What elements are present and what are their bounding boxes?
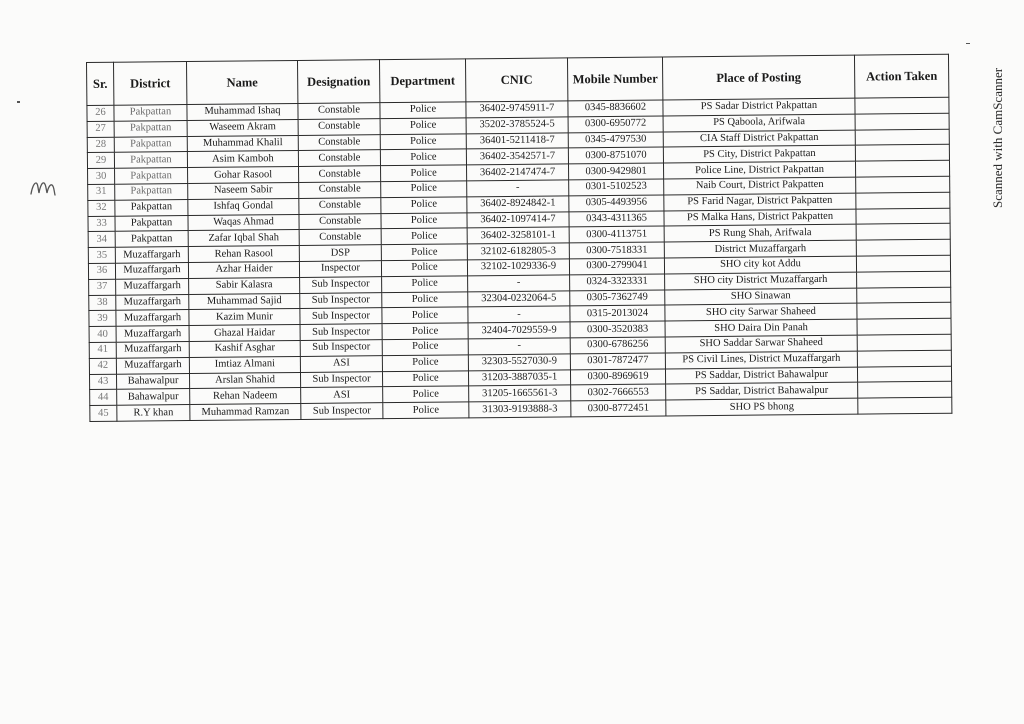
roster-table-wrapper [86,54,951,422]
cell-place-of-posting: PS Rung Shah, Arifwala [664,224,856,242]
cell-place-of-posting: Naib Court, District Pakpatten [664,177,856,195]
cell-designation: ASI [300,355,382,372]
cell-action-taken [856,255,950,272]
cell-district: Muzaffargarh [116,357,189,373]
cell-mobile-number: 0300-8772451 [571,400,666,417]
cell-cnic: 36402-9745911-7 [466,101,568,118]
cell-department: Police [381,197,467,214]
cell-sr: 43 [89,374,116,390]
cell-sr: 31 [88,184,115,200]
cell-action-taken [857,271,951,288]
cell-place-of-posting: SHO city Sarwar Shaheed [665,303,857,321]
cell-action-taken [855,160,949,177]
cell-cnic: 31303-9193888-3 [469,401,571,418]
header-place-of-posting: Place of Posting [662,55,854,100]
cell-department: Police [383,386,469,403]
cell-name: Muhammad Ishaq [187,103,298,120]
cell-sr: 29 [87,153,114,169]
cell-district: Pakpattan [115,231,188,247]
cell-mobile-number: 0305-4493956 [569,195,664,212]
cell-name: Gohar Rasool [188,167,299,184]
personnel-roster-table [86,54,952,422]
cell-designation: Sub Inspector [300,324,382,341]
cell-name: Ghazal Haidar [189,325,300,342]
cell-cnic: 36402-3542571-7 [466,148,568,165]
cell-sr: 27 [87,121,114,137]
cell-district: Pakpattan [114,120,187,136]
cell-place-of-posting: PS Farid Nagar, District Pakpatten [664,193,856,211]
margin-note-m [28,174,58,198]
cell-district: Pakpattan [115,215,188,231]
cell-designation: Sub Inspector [300,276,382,293]
cell-sr: 30 [88,168,115,184]
cell-mobile-number: 0300-6786256 [570,337,665,354]
cell-department: Police [382,291,468,308]
cell-mobile-number: 0301-5102523 [569,179,664,196]
cell-name: Asim Kamboh [187,151,298,168]
cell-department: Police [382,370,468,387]
cell-cnic: 36402-1097414-7 [467,211,569,228]
cell-action-taken [857,303,951,320]
cell-place-of-posting: Police Line, District Pakpattan [663,161,855,179]
cell-sr: 34 [88,232,115,248]
scan-speck [966,43,970,44]
cell-sr: 28 [87,137,114,153]
cell-district: Muzaffargarh [116,294,189,310]
cell-cnic: 31205-1665561-3 [469,385,571,402]
cell-department: Police [381,244,467,261]
cell-district: Muzaffargarh [116,278,189,294]
cell-place-of-posting: SHO Saddar Sarwar Shaheed [665,335,857,353]
cell-designation: Constable [298,118,380,135]
cell-name: Waseem Akram [187,119,298,136]
cell-designation: Constable [299,229,381,246]
cell-district: Muzaffargarh [116,341,189,357]
header-cnic: CNIC [465,58,567,102]
cell-name: Kazim Munir [189,309,300,326]
cell-action-taken [857,350,951,367]
cell-name: Sabir Kalasra [189,277,300,294]
cell-designation: Sub Inspector [300,292,382,309]
cell-name: Kashif Asghar [189,340,300,357]
cell-cnic: - [468,306,570,323]
cell-district: R.Y khan [117,405,190,421]
cell-action-taken [855,97,949,114]
cell-name: Rehan Rasool [188,246,299,263]
cell-action-taken [856,224,950,241]
camscanner-watermark: Scanned with CamScanner [990,67,1005,208]
cell-mobile-number: 0324-3323331 [570,274,665,291]
cell-action-taken [856,192,950,209]
cell-name: Muhammad Sajid [189,293,300,310]
header-designation: Designation [297,60,379,104]
cell-mobile-number: 0343-4311365 [569,211,664,228]
cell-designation: Sub Inspector [300,371,382,388]
cell-sr: 33 [88,216,115,232]
header-district: District [114,62,187,106]
cell-action-taken [856,239,950,256]
cell-department: Police [381,228,467,245]
cell-district: Pakpattan [115,168,188,184]
cell-department: Police [381,260,467,277]
cell-designation: Constable [298,103,380,120]
cell-place-of-posting: PS Saddar, District Bahawalpur [665,367,857,385]
cell-mobile-number: 0302-7666553 [571,384,666,401]
cell-name: Muhammad Khalil [187,135,298,152]
cell-designation: DSP [299,245,381,262]
cell-place-of-posting: CIA Staff District Pakpattan [663,130,855,148]
cell-designation: Constable [299,213,381,230]
cell-mobile-number: 0300-4113751 [569,226,664,243]
cell-district: Bahawalpur [116,373,189,389]
cell-name: Azhar Haider [188,261,299,278]
cell-cnic: 36401-5211418-7 [466,132,568,149]
cell-district: Bahawalpur [117,389,190,405]
cell-designation: Constable [299,197,381,214]
header-mobile-number: Mobile Number [567,57,662,101]
cell-action-taken [856,208,950,225]
cell-district: Muzaffargarh [115,247,188,263]
cell-action-taken [855,145,949,162]
cell-designation: Constable [298,134,380,151]
cell-department: Police [380,118,466,135]
cell-department: Police [380,149,466,166]
cell-mobile-number: 0300-8751070 [568,147,663,164]
cell-name: Ishfaq Gondal [188,198,299,215]
cell-designation: Sub Inspector [300,308,382,325]
cell-department: Police [382,355,468,372]
cell-department: Police [382,339,468,356]
scan-speck [17,101,20,103]
cell-department: Police [381,165,467,182]
cell-district: Muzaffargarh [116,326,189,342]
cell-designation: ASI [301,387,383,404]
header-sr: Sr. [87,62,114,105]
cell-name: Waqas Ahmad [188,214,299,231]
cell-designation: Sub Inspector [301,403,383,420]
cell-department: Police [382,307,468,324]
cell-sr: 40 [89,326,116,342]
cell-mobile-number: 0345-4797530 [568,132,663,149]
cell-designation: Constable [299,182,381,199]
cell-mobile-number: 0300-7518331 [569,242,664,259]
cell-action-taken [858,397,952,414]
cell-mobile-number: 0345-8836602 [568,100,663,117]
table-body [87,97,952,421]
cell-designation: Constable [299,166,381,183]
cell-mobile-number: 0300-9429801 [569,163,664,180]
cell-place-of-posting: SHO PS bhong [666,398,858,416]
cell-name: Rehan Nadeem [190,388,301,405]
cell-cnic: 35202-3785524-5 [466,117,568,134]
cell-name: Arslan Shahid [189,372,300,389]
cell-mobile-number: 0300-6950772 [568,116,663,133]
cell-place-of-posting: PS City, District Pakpattan [663,146,855,164]
cell-action-taken [856,176,950,193]
cell-place-of-posting: SHO city District Muzaffargarh [665,272,857,290]
cell-cnic: 32303-5527030-9 [468,354,570,371]
cell-district: Pakpattan [115,184,188,200]
cell-district: Pakpattan [115,199,188,215]
cell-district: Muzaffargarh [116,310,189,326]
cell-cnic: 36402-2147474-7 [467,164,569,181]
cell-cnic: 36402-8924842-1 [467,196,569,213]
cell-name: Imtiaz Almani [189,356,300,373]
cell-designation: Sub Inspector [300,340,382,357]
cell-designation: Constable [298,150,380,167]
cell-department: Police [381,181,467,198]
cell-mobile-number: 0300-2799041 [569,258,664,275]
cell-district: Pakpattan [114,152,187,168]
cell-sr: 37 [89,279,116,295]
cell-sr: 42 [89,358,116,374]
cell-sr: 35 [88,247,115,263]
cell-place-of-posting: PS Qaboola, Arifwala [663,114,855,132]
header-name: Name [187,60,298,104]
cell-cnic: - [468,338,570,355]
cell-action-taken [855,113,949,130]
cell-action-taken [857,366,951,383]
cell-place-of-posting: PS Civil Lines, District Muzaffargarh [665,351,857,369]
cell-name: Naseem Sabir [188,182,299,199]
cell-mobile-number: 0300-8969619 [570,368,665,385]
cell-sr: 45 [90,405,117,421]
cell-department: Police [381,212,467,229]
cell-department: Police [382,276,468,293]
cell-sr: 26 [87,105,114,121]
cell-action-taken [857,287,951,304]
cell-sr: 38 [89,295,116,311]
cell-department: Police [380,133,466,150]
cell-place-of-posting: SHO Daira Din Panah [665,319,857,337]
cell-sr: 44 [90,390,117,406]
cell-place-of-posting: District Muzaffargarh [664,240,856,258]
cell-place-of-posting: PS Malka Hans, District Pakpatten [664,209,856,227]
header-action-taken: Action Taken [854,54,948,98]
cell-cnic: 36402-3258101-1 [467,227,569,244]
cell-place-of-posting: SHO Sinawan [665,288,857,306]
cell-sr: 32 [88,200,115,216]
cell-district: Pakpattan [114,105,187,121]
cell-action-taken [855,129,949,146]
header-department: Department [379,59,465,103]
cell-mobile-number: 0301-7872477 [570,353,665,370]
cell-place-of-posting: PS Sadar District Pakpattan [663,98,855,116]
cell-department: Police [382,323,468,340]
cell-department: Police [380,102,466,119]
cell-place-of-posting: SHO city kot Addu [664,256,856,274]
cell-name: Muhammad Ramzan [190,404,301,421]
cell-sr: 36 [88,263,115,279]
cell-name: Zafar Iqbal Shah [188,230,299,247]
cell-department: Police [383,402,469,419]
cell-action-taken [858,382,952,399]
cell-cnic: 32404-7029559-9 [468,322,570,339]
cell-place-of-posting: PS Saddar, District Bahawalpur [666,382,858,400]
cell-action-taken [857,334,951,351]
cell-action-taken [857,318,951,335]
cell-sr: 39 [89,311,116,327]
cell-cnic: 32102-1029336-9 [467,259,569,276]
cell-sr: 41 [89,342,116,358]
cell-cnic: 32304-0232064-5 [468,290,570,307]
cell-cnic: - [468,275,570,292]
cell-mobile-number: 0300-3520383 [570,321,665,338]
cell-mobile-number: 0315-2013024 [570,305,665,322]
cell-district: Muzaffargarh [115,262,188,278]
cell-cnic: 32102-6182805-3 [467,243,569,260]
cell-cnic: - [467,180,569,197]
cell-cnic: 31203-3887035-1 [468,369,570,386]
cell-designation: Inspector [299,261,381,278]
cell-mobile-number: 0305-7362749 [570,290,665,307]
cell-district: Pakpattan [114,136,187,152]
